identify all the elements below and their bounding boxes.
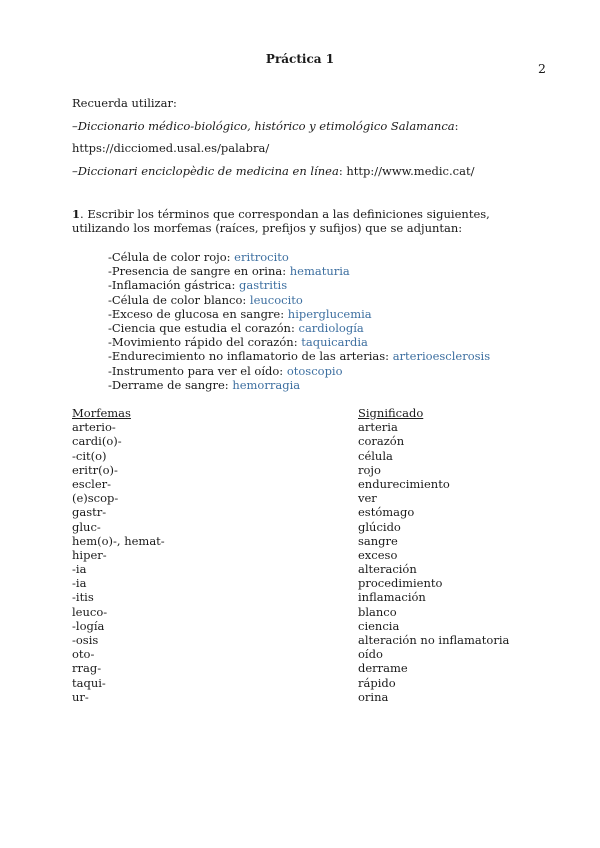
significado-item: orina [358,689,389,704]
definition-answer: gastritis [238,278,288,293]
definition-prompt: -Inflamación gástrica: [108,278,239,293]
definition-answer: hematuria [289,264,350,279]
morfema-item: -cit(o) [72,448,107,463]
definition-item [108,293,548,307]
definition-item [108,349,548,363]
morfema-item: -itis [72,590,94,605]
definition-item [108,264,548,278]
significado-item: exceso [358,547,398,562]
significado-item: sangre [358,533,398,548]
definition-answer: eritrocito [234,250,289,264]
definition-item [108,321,548,335]
morfema-item: (e)scop- [72,491,119,506]
intro-section [72,96,532,186]
significado-item: estómago [358,505,415,520]
significado-item: procedimiento [358,576,443,591]
exercise-instruction-text: . Escribir los términos que correspondan a las definiciones siguientes, utilizando los morfemas (raíces, prefijos y sufijos) que se adjuntan: [72,207,490,235]
definition-answer: otoscopio [286,363,343,378]
exercise-instruction [72,207,532,235]
significado-item: corazón [358,434,405,449]
significado-item: inflamación [358,590,426,605]
definition-item [108,335,548,349]
definition-item [108,378,548,392]
significado-item: rápido [358,675,396,690]
significado-item: ciencia [358,618,400,633]
significado-column [358,406,558,704]
definition-prompt: -Exceso de glucosa en sangre: [108,306,288,321]
definition-prompt: -Derrame de sangre: [108,377,233,392]
page-title: Práctica 1 [265,52,335,66]
reference-salamanca [72,119,532,133]
morfema-item: escler- [72,476,112,491]
significado-item: glúcido [358,519,401,534]
morfema-item: hiper- [72,547,107,562]
significado-header: Significado [358,406,424,420]
morfemas-header: Morfemas [72,406,131,420]
morfema-item: leuco- [72,604,108,619]
definition-answer: hiperglucemia [287,306,372,321]
reference-salamanca-title: –Diccionario médico-biológico, histórico y etimológico Salamanca [72,118,455,133]
morfema-item: hem(o)-, hemat- [72,533,165,548]
definition-item [108,364,548,378]
significado-item: arteria [358,420,398,435]
definition-answer: hemorragia [232,377,301,392]
definition-prompt: -Célula de color blanco: [108,292,250,307]
significado-item: endurecimiento [358,476,450,491]
definition-prompt: -Célula de color rojo: [108,250,235,264]
reference-medic-suffix[interactable]: : http://www.medic.cat/ [338,163,475,178]
reference-salamanca-url[interactable]: https://dicciomed.usal.es/palabra/ [72,141,270,155]
definition-prompt: -Instrumento para ver el oído: [108,363,287,378]
significado-item: derrame [358,661,408,676]
morfema-item: arterio- [72,420,116,435]
significado-item: alteración [358,562,417,577]
significado-item: ver [358,491,377,506]
definition-prompt: -Movimiento rápido del corazón: [108,335,302,350]
significado-item: célula [358,448,393,463]
significado-item: blanco [358,604,397,619]
definition-answer: arterioesclerosis [392,349,491,364]
definition-prompt: -Presencia de sangre en orina: [108,264,290,279]
morfema-item: -osis [72,633,99,647]
reference-medic [72,164,532,178]
definition-item [108,250,548,264]
morfema-item: ur- [72,689,89,704]
morfema-item: cardi(o)- [72,434,122,449]
morfemas-column [72,406,322,704]
reference-medic-title: –Diccionari enciclopèdic de medicina en línea [72,163,339,178]
definition-answer: taquicardia [301,335,368,350]
exercise-1 [72,207,532,235]
morfema-item: -ia [72,576,87,591]
reminder-text: Recuerda utilizar: [72,96,177,110]
reference-salamanca-suffix: : [454,118,459,133]
definition-answer: leucocito [249,292,303,307]
morfema-item: taqui- [72,675,106,690]
definitions-list [108,250,548,392]
definition-item [108,278,548,292]
morfema-item: oto- [72,647,95,662]
morfema-item: -ia [72,562,87,577]
morfema-item: eritr(o)- [72,462,118,477]
morfema-item: gluc- [72,519,101,534]
morfema-item: -logía [72,618,105,633]
definition-item [108,307,548,321]
page-number: 2 [538,61,546,76]
morfema-item: gastr- [72,505,107,520]
exercise-number: 1 [72,207,81,221]
definition-prompt: -Ciencia que estudia el corazón: [108,320,299,335]
morfema-item: rrag- [72,661,102,676]
definition-answer: cardiología [298,320,364,335]
significado-item: rojo [358,462,381,477]
significado-item: alteración no inflamatoria [358,633,510,647]
definition-prompt: -Endurecimiento no inflamatorio de las arterias: [108,349,393,364]
significado-item: oído [358,647,383,662]
